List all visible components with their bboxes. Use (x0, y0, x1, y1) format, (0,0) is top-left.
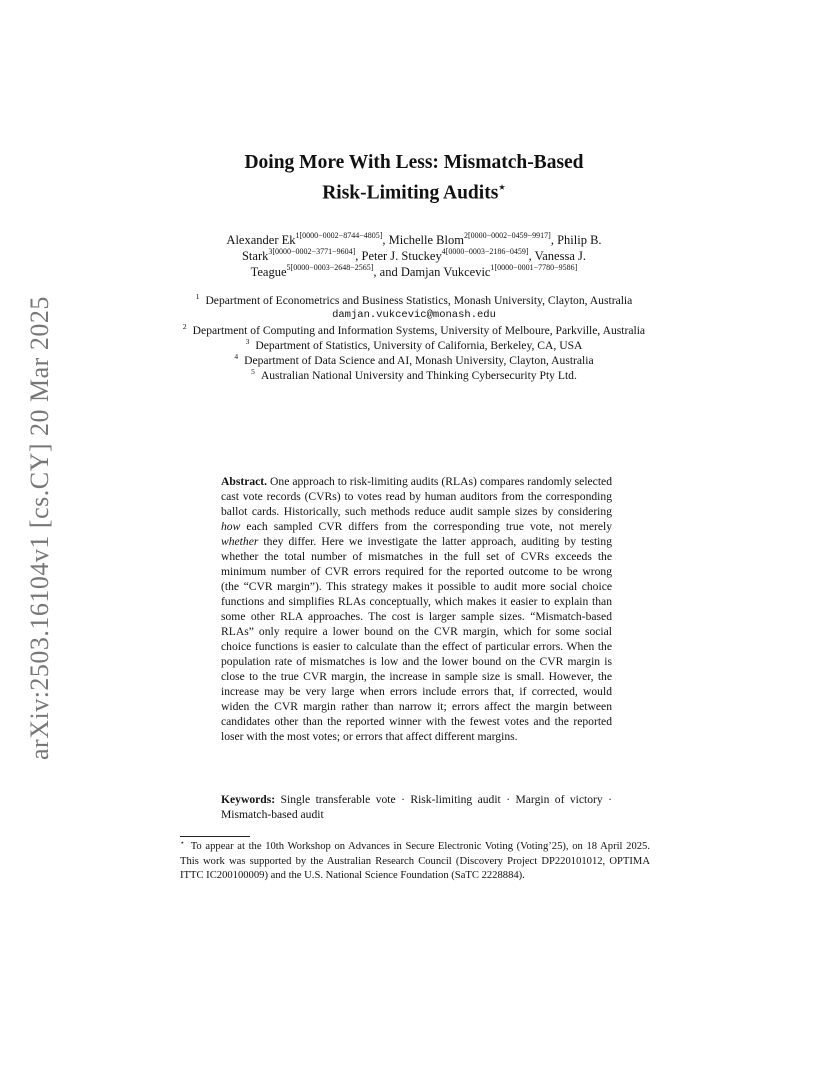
footnote-mark: ⋆ (180, 838, 185, 847)
title-footnote-mark: ⋆ (498, 180, 506, 194)
author-name: Damjan Vukcevic (400, 265, 491, 279)
affiliation-3: $^3$ Department of Statistics, University of California, Berkeley, CA, USA (245, 337, 583, 352)
title-line-2: Risk-Limiting Audits⋆ (322, 180, 506, 204)
author-orcid: 5[0000−0003−2648−2565] (286, 263, 374, 272)
author-orcid: 2[0000−0002−0459−9917] (463, 231, 551, 240)
contact-email: damjan.vukcevic@monash.edu (332, 309, 496, 321)
affiliation-5: $^5$ Australian National University and Thinking Cybersecurity Pty Ltd. (251, 367, 577, 382)
author-name: Michelle Blom (388, 233, 464, 247)
affiliation-1: $^1$ Department of Econometrics and Business Statistics, Monash University, Clayton, Australia damjan.vukcevic@monash.edu (170, 293, 658, 323)
author-name: Alexander Ek (226, 233, 296, 247)
affiliation-2: $^2$ Department of Computing and Information Systems, University of Melboure, Parkville, Australia (182, 322, 646, 337)
keywords-label: Keywords: (221, 793, 276, 806)
author-orcid: 4[0000−0003−2186−0459] (441, 247, 529, 256)
author-name: Peter J. Stuckey (361, 249, 442, 263)
footnote: ⋆ To appear at the 10th Workshop on Advances in Secure Electronic Voting (Voting’25), on 18 April 2025. This work was supported by the Australian Research Council (Discovery Project DP220101012, OPTIMA ITTC IC200100009) and the U.S. National Science Foundation (SaTC 2228884). (180, 838, 650, 881)
abstract-label: Abstract. (221, 475, 268, 488)
paper-title (0, 151, 828, 206)
abstract: Abstract. One approach to risk-limiting audits (RLAs) compares randomly selected cast vote records (CVRs) to votes read by human auditors from the corresponding ballot cards. Historically, such methods reduce audit sample sizes by considering how each sampled CVR differs from the corresponding true vote, not merely whether they differ. Here we investigate the latter approach, auditing by testing whether the total number of mismatches in the full set of CVRs exceeds the minimum number of CVR errors required for the reported outcome to be wrong (the “CVR margin”). This strategy makes it possible to audit more social choice functions and simplifies RLAs conceptually, which makes it easier to explain than some other RLA approaches. The cost is larger sample sizes. “Mismatch-based RLAs” only require a lower bound on the CVR margin, which for some social choice functions is easier to calculate than the effect of particular errors. When the population rate of mismatches is low and the lower bound on the CVR margin is close to the true CVR margin, the increase in sample size is small. However, the increase may be very large when errors include errors that, if corrected, would widen the CVR margin rather than narrow it; errors affect the margin between candidates other than the reported winner with the fewest votes and the reported loser with the most votes; or errors that affect different margins. (221, 475, 612, 743)
footnote-rule (180, 836, 250, 837)
author-orcid: 3[0000−0002−3771−9604] (268, 247, 356, 256)
title-line-1: Doing More With Less: Mismatch-Based (244, 152, 584, 173)
author-list: Alexander $Ek^{1[0000-0002-8744-4805]}$, Michelle Blom$^{2[0000-0002-0459-9917]}$, Philip B. Stark$^{3[0000-0002-3771-9604]}$, Peter J. Stuckey$^{4[0000-0003-2186-0459]}$, Vanessa J. Teague$^{5[0000-0003-2648-2565]}$, and Damjan Vukcevic$^{1[0000-0001-7780-9586]}$ (226, 231, 602, 279)
affiliation-list (170, 293, 658, 383)
affiliation-4: $^4$ Department of Data Science and AI, Monash University, Clayton, Australia (234, 352, 594, 367)
author-orcid: 1[0000−0002−8744−4805] (295, 231, 383, 240)
author-name: Philip B. Stark (241, 233, 602, 263)
arxiv-identifier: arXiv:2503.16104v1 [cs.CY] 20 Mar 2025 (25, 296, 54, 760)
keywords: Keywords: Single transferable vote · Risk-limiting audit · Margin of victory · Mismatch-based audit (221, 793, 612, 821)
author-name: Vanessa J. Teague (250, 249, 586, 279)
author-orcid: 1[0000−0001−7780−9586] (490, 263, 578, 272)
